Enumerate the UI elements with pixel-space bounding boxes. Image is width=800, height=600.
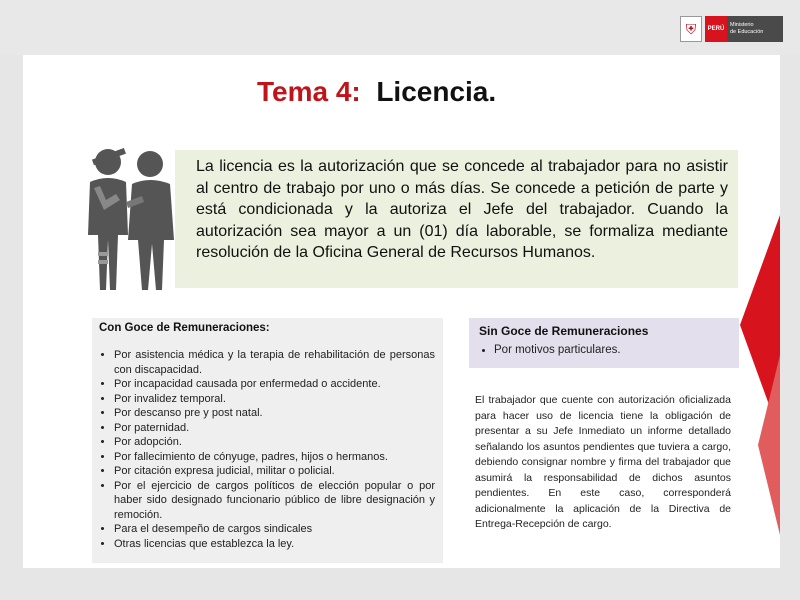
list-item: • Por el ejercicio de cargos políticos de elección popular o por haber sido designado funcionario público de libre designación y remoción.: [114, 479, 435, 523]
list-item: • Por incapacidad causada por enfermedad o accidente.: [114, 377, 435, 392]
title-main: Licencia.: [376, 76, 497, 107]
list-item: • Por paternidad.: [114, 421, 435, 436]
list-item: • Por motivos particulares.: [494, 344, 729, 356]
responsibility-note: El trabajador que cuente con autorización oficializada para hacer uso de licencia tiene la obligación de presentar a su Jefe Inmediato un informe detallado señalando los asuntos pendientes que tuviera a cargo, debiendo consignar nombre y firma del trabajador que asumirá la responsabilidad de dichos asuntos pendientes. En este caso, corresponderá adicionalmente la aplicación de la Directiva de Entrega-Recepción de cargo.: [475, 394, 731, 530]
injured-person-helped-icon: [80, 140, 180, 290]
logo-ministry-line1: Ministerio: [730, 22, 754, 28]
definition-box: [175, 150, 738, 288]
con-goce-list: [99, 348, 435, 551]
logo-ministry-line2: de Educación: [730, 29, 764, 35]
ministry-logo: [680, 14, 790, 44]
title-prefix: Tema 4:: [257, 76, 361, 107]
coat-of-arms-icon: ⛨: [680, 16, 702, 42]
logo-country: PERÚ: [705, 16, 727, 42]
list-item: • Por invalidez temporal.: [114, 392, 435, 407]
list-item: • Por fallecimiento de cónyuge, padres, hijos o hermanos.: [114, 450, 435, 465]
slide-title: [257, 76, 496, 108]
list-item: • Para el desempeño de cargos sindicales: [114, 522, 435, 537]
sin-goce-list: [479, 344, 729, 356]
list-item: • Por asistencia médica y la terapia de rehabilitación de personas con discapacidad.: [114, 348, 435, 377]
con-goce-box: [92, 318, 443, 563]
sin-goce-title: Sin Goce de Remuneraciones: [479, 324, 649, 338]
definition-text: La licencia es la autorización que se concede al trabajador para no asistir al centro de trabajo por uno o más días. Se concede a petición de parte y está condicionada y la autoriza el Jefe del trabajador. Cuando la autorización sea mayor a un (01) día laborable, se formaliza mediante resolución de la Oficina General de Recursos Humanos.: [196, 158, 728, 261]
decorative-pink-triangle: [758, 355, 780, 535]
list-item: • Por citación expresa judicial, militar o policial.: [114, 464, 435, 479]
list-item: • Por descanso pre y post natal.: [114, 406, 435, 421]
logo-ministry: [727, 16, 783, 42]
sin-goce-box: [469, 318, 739, 368]
list-item: • Por adopción.: [114, 435, 435, 450]
list-item: • Otras licencias que establezca la ley.: [114, 537, 435, 552]
con-goce-title: Con Goce de Remuneraciones:: [99, 322, 270, 334]
